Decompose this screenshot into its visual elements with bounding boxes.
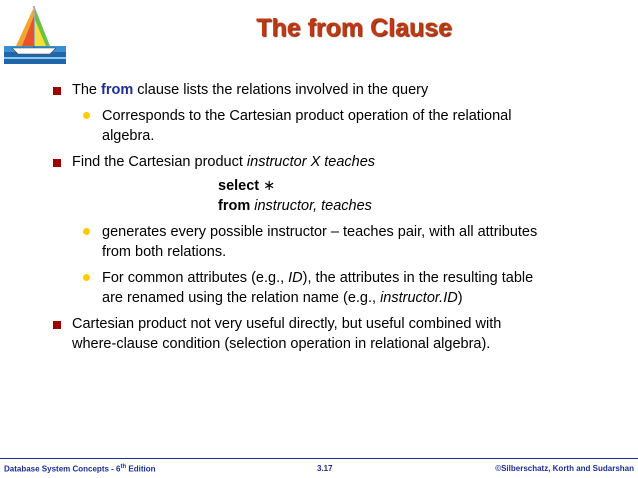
bullet-2: Find the Cartesian product instructor X teaches xyxy=(72,154,376,170)
sailboat-logo-icon xyxy=(4,2,66,64)
slide-title: The from Clause xyxy=(256,14,452,42)
dot-bullet-icon xyxy=(83,274,90,281)
footer-divider xyxy=(0,458,638,459)
footer-copyright: ©Silberschatz, Korth and Sudarshan xyxy=(495,464,634,473)
footer-page-number: 3.17 xyxy=(317,464,333,473)
square-bullet-icon xyxy=(53,321,61,329)
footer-book-title: Database System Concepts - 6th Edition xyxy=(4,464,156,474)
bullet-3: Cartesian product not very useful directly, but useful combined with where-clause condition (selection operation in relational algebra). xyxy=(72,316,502,352)
sql-code-block: select ∗ from instructor, teaches xyxy=(218,178,372,214)
square-bullet-icon xyxy=(53,159,61,167)
dot-bullet-icon xyxy=(83,228,90,235)
bullet-1: The from clause lists the relations involved in the query xyxy=(72,82,429,98)
dot-bullet-icon xyxy=(83,112,90,119)
bullet-2-sub-1: generates every possible instructor – teaches pair, with all attributes from both relations. xyxy=(102,224,538,260)
bullet-1-sub-1: Corresponds to the Cartesian product operation of the relational algebra. xyxy=(102,108,512,144)
square-bullet-icon xyxy=(53,87,61,95)
bullet-2-sub-2: For common attributes (e.g., ID), the attributes in the resulting table are renamed using the relation name (e.g., instructor.ID) xyxy=(102,270,534,306)
keyword-from: from xyxy=(101,82,134,98)
